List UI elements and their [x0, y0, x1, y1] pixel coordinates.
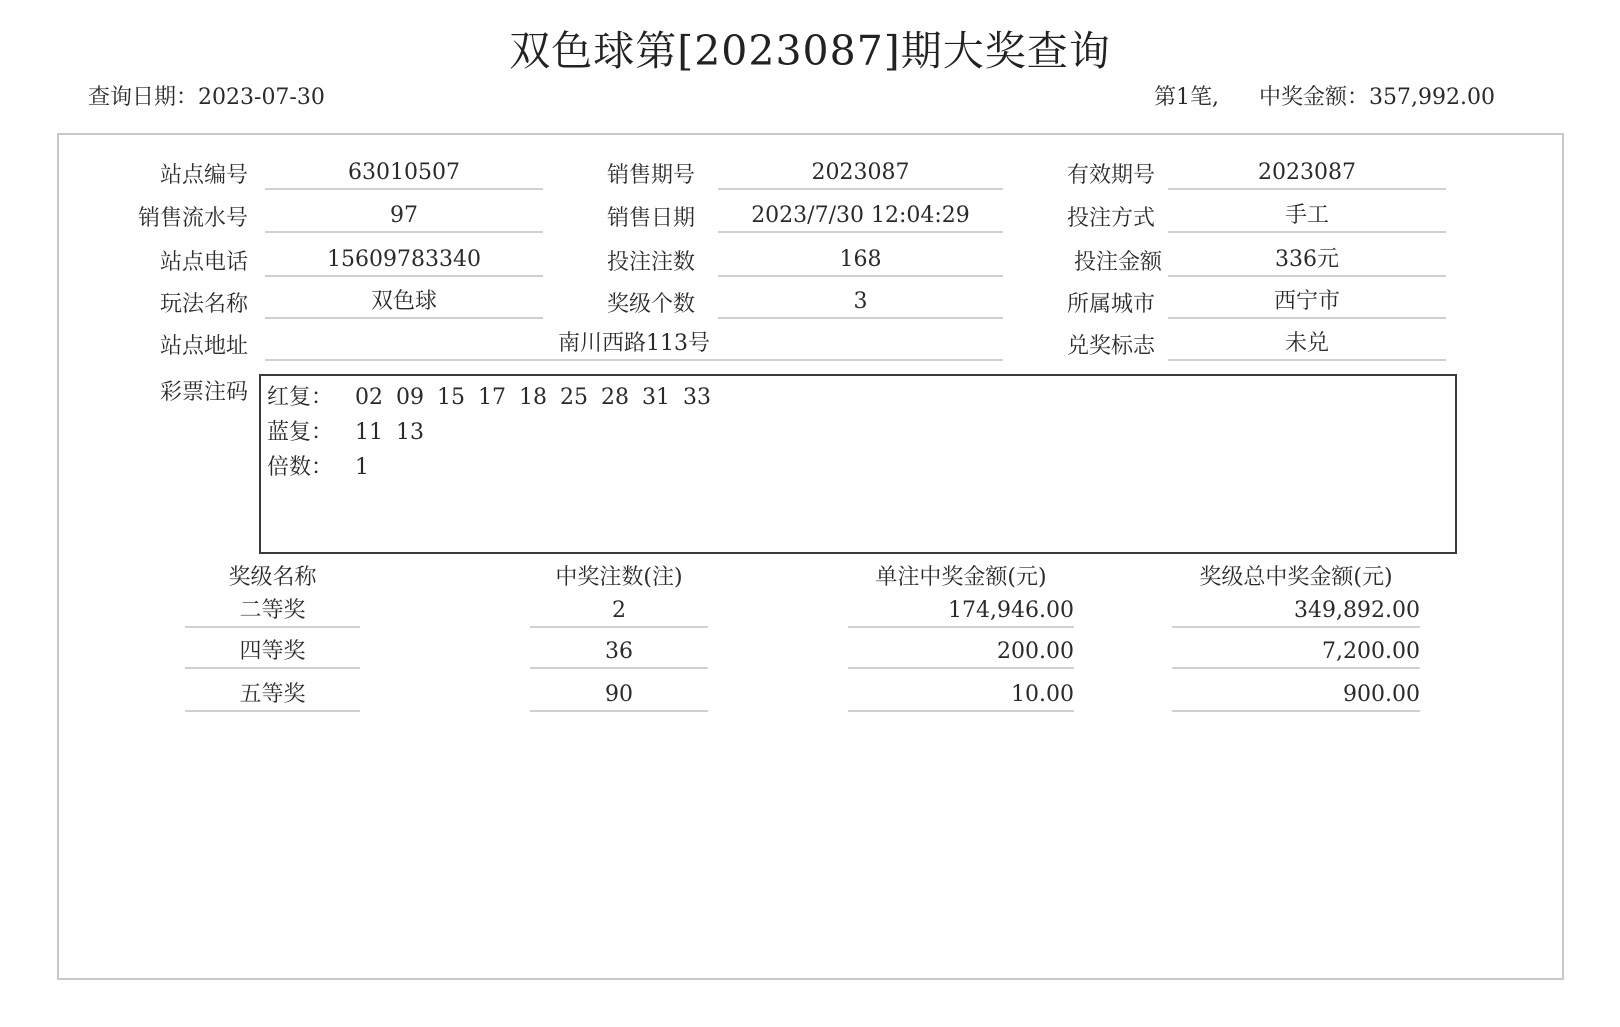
bet-mode-label: 投注方式 — [1066, 206, 1155, 231]
red-number: 09 — [396, 385, 424, 410]
prize-row-unit: 174,946.00 — [848, 596, 1074, 628]
prize-levels-value: 3 — [718, 287, 1003, 319]
record-summary — [1154, 80, 1495, 111]
blue-number: 11 — [355, 420, 383, 445]
bet-amount-value: 336元 — [1168, 245, 1446, 277]
red-number: 28 — [601, 385, 629, 410]
query-date-value: 2023-07-30 — [198, 85, 325, 110]
record-index: 第1笔, — [1154, 85, 1220, 110]
city-value: 西宁市 — [1168, 287, 1446, 319]
sale-period-label: 销售期号 — [606, 163, 695, 188]
bet-amount-label: 投注金额 — [1073, 250, 1162, 275]
prize-header-name: 奖级名称 — [228, 565, 317, 590]
prize-levels-label: 奖级个数 — [606, 292, 695, 317]
prize-row-count: 2 — [530, 596, 708, 628]
prize-row-total: 349,892.00 — [1172, 596, 1420, 628]
station-no-label: 站点编号 — [159, 163, 248, 188]
multiple-line — [267, 450, 382, 481]
blue-numbers-line — [267, 415, 437, 446]
red-number: 15 — [437, 385, 465, 410]
prize-amount-label: 中奖金额： — [1259, 85, 1370, 110]
query-date — [88, 80, 325, 111]
prize-row-name: 二等奖 — [185, 596, 360, 628]
red-number: 31 — [642, 385, 670, 410]
prize-row-name: 五等奖 — [185, 680, 360, 712]
bet-count-label: 投注注数 — [606, 250, 695, 275]
red-number: 02 — [355, 385, 383, 410]
red-number: 17 — [478, 385, 506, 410]
sale-date-label: 销售日期 — [606, 206, 695, 231]
station-no-value: 63010507 — [265, 158, 543, 190]
blue-number: 13 — [396, 420, 424, 445]
ticket-numbers-box — [259, 374, 1457, 554]
query-date-label: 查询日期： — [88, 85, 199, 110]
bet-mode-value: 手工 — [1168, 201, 1446, 233]
red-number: 33 — [683, 385, 711, 410]
multiple-label: 倍数： — [267, 455, 334, 480]
prize-header-unit: 单注中奖金额(元) — [875, 565, 1047, 590]
blue-numbers-label: 蓝复： — [267, 420, 334, 445]
serial-value: 97 — [265, 201, 543, 233]
prize-row-total: 7,200.00 — [1172, 637, 1420, 669]
page-title: 双色球第[2023087]期大奖查询 — [509, 27, 1111, 75]
prize-row-count: 90 — [530, 680, 708, 712]
prize-header-count: 中奖注数(注) — [555, 565, 683, 590]
address-label: 站点地址 — [159, 334, 248, 359]
red-numbers-label: 红复： — [267, 385, 334, 410]
prize-amount-value: 357,992.00 — [1369, 85, 1495, 110]
prize-row-unit: 200.00 — [848, 637, 1074, 669]
red-number: 25 — [560, 385, 588, 410]
valid-period-value: 2023087 — [1168, 158, 1446, 190]
bet-count-value: 168 — [718, 245, 1003, 277]
city-label: 所属城市 — [1066, 292, 1155, 317]
valid-period-label: 有效期号 — [1066, 163, 1155, 188]
red-numbers-line — [267, 380, 724, 411]
multiple-value: 1 — [355, 455, 369, 480]
game-value: 双色球 — [265, 287, 543, 319]
sale-date-value: 2023/7/30 12:04:29 — [718, 201, 1003, 233]
prize-header-total: 奖级总中奖金额(元) — [1199, 565, 1393, 590]
serial-label: 销售流水号 — [137, 206, 248, 231]
prize-row-unit: 10.00 — [848, 680, 1074, 712]
prize-row-count: 36 — [530, 637, 708, 669]
prize-row-total: 900.00 — [1172, 680, 1420, 712]
redeem-value: 未兑 — [1168, 329, 1446, 361]
address-value: 南川西路113号 — [265, 329, 1003, 361]
redeem-label: 兑奖标志 — [1066, 334, 1155, 359]
prize-row-name: 四等奖 — [185, 637, 360, 669]
ticket-label: 彩票注码 — [159, 380, 248, 405]
sale-period-value: 2023087 — [718, 158, 1003, 190]
game-label: 玩法名称 — [159, 292, 248, 317]
phone-value: 15609783340 — [265, 245, 543, 277]
red-number: 18 — [519, 385, 547, 410]
phone-label: 站点电话 — [159, 250, 248, 275]
